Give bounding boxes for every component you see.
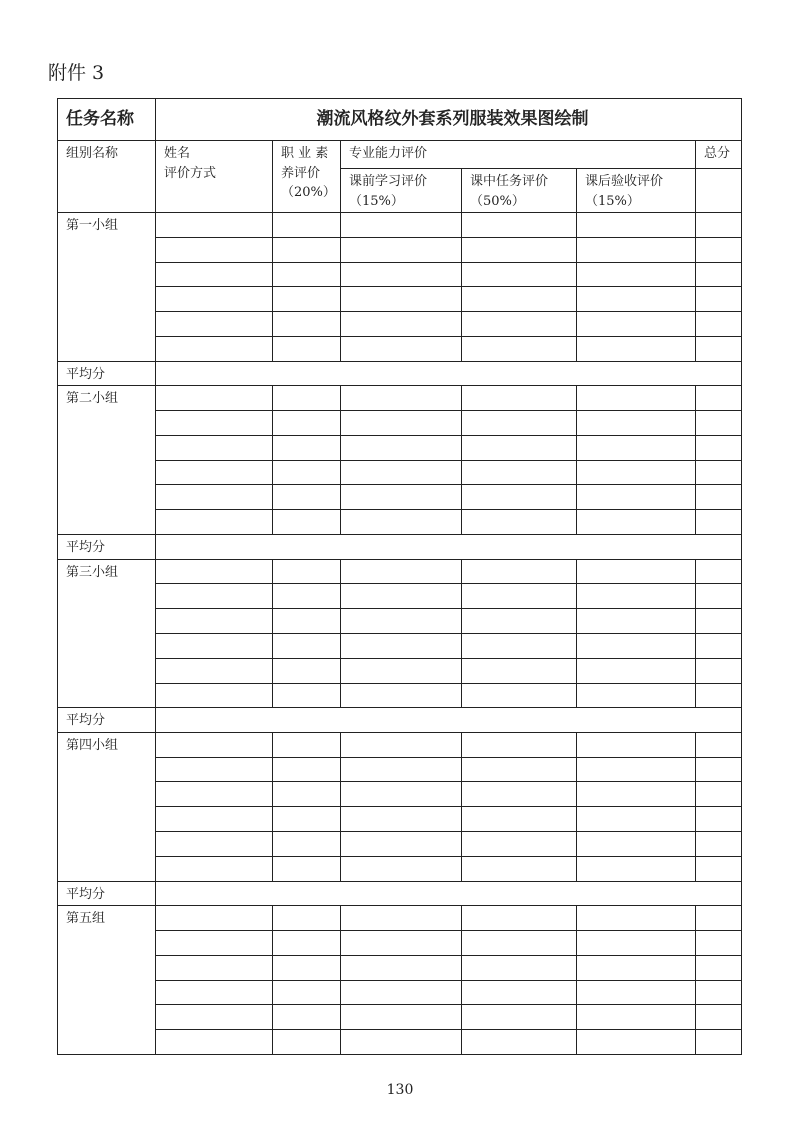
total-score-cell[interactable]	[696, 312, 742, 337]
student-name-cell[interactable]	[156, 1005, 273, 1030]
professional-score-cell[interactable]	[273, 1005, 341, 1030]
attachment-label: 附件 3	[48, 62, 105, 84]
post-class-score-cell[interactable]	[577, 411, 696, 436]
in-class-score-cell[interactable]	[462, 287, 577, 312]
student-name-cell[interactable]	[156, 633, 273, 658]
in-class-score-cell[interactable]	[462, 336, 577, 361]
post-class-score-cell[interactable]	[577, 237, 696, 262]
post-class-score-cell[interactable]	[577, 435, 696, 460]
name-header-line1: 姓名	[164, 146, 191, 161]
student-name-cell[interactable]	[156, 584, 273, 609]
student-name-cell[interactable]	[156, 386, 273, 411]
group-name-header: 组别名称	[58, 141, 156, 213]
table-row	[58, 336, 742, 361]
post-class-header	[577, 169, 696, 213]
post-class-score-cell[interactable]	[577, 658, 696, 683]
average-label: 平均分	[58, 708, 156, 733]
professional-header	[273, 141, 341, 213]
post-class-score-cell[interactable]	[577, 980, 696, 1005]
student-name-cell[interactable]	[156, 336, 273, 361]
pre-class-score-cell[interactable]	[341, 1005, 462, 1030]
in-class-score-cell[interactable]	[462, 732, 577, 757]
post-class-score-cell[interactable]	[577, 683, 696, 708]
professional-score-cell[interactable]	[273, 955, 341, 980]
professional-score-cell[interactable]	[273, 213, 341, 238]
group-name-cell: 第二小组	[58, 386, 156, 535]
post-class-score-cell[interactable]	[577, 732, 696, 757]
professional-score-cell[interactable]	[273, 559, 341, 584]
professional-score-cell[interactable]	[273, 658, 341, 683]
total-score-cell[interactable]	[696, 262, 742, 287]
name-header	[156, 141, 273, 213]
professional-score-cell[interactable]	[273, 807, 341, 832]
in-class-score-cell[interactable]	[462, 262, 577, 287]
post-class-score-cell[interactable]	[577, 460, 696, 485]
post-class-score-cell[interactable]	[577, 559, 696, 584]
table-row	[58, 609, 742, 634]
total-score-cell[interactable]	[696, 832, 742, 857]
pre-class-score-cell[interactable]	[341, 262, 462, 287]
table-row	[58, 213, 742, 238]
task-row	[58, 99, 742, 141]
in-class-score-cell[interactable]	[462, 584, 577, 609]
post-class-label: 课后验收评价	[585, 174, 664, 189]
in-class-pct: （50%）	[470, 193, 525, 209]
total-score-cell[interactable]	[696, 559, 742, 584]
table-row	[58, 807, 742, 832]
table-row	[58, 683, 742, 708]
student-name-cell[interactable]	[156, 485, 273, 510]
table-row	[58, 1030, 742, 1055]
table-row	[58, 287, 742, 312]
pre-class-score-cell[interactable]	[341, 435, 462, 460]
professional-header-line2: 养评价	[281, 165, 321, 181]
professional-score-cell[interactable]	[273, 262, 341, 287]
page-number: 130	[386, 1082, 414, 1098]
student-name-cell[interactable]	[156, 312, 273, 337]
post-class-score-cell[interactable]	[577, 312, 696, 337]
pre-class-score-cell[interactable]	[341, 485, 462, 510]
average-value-cell[interactable]	[156, 535, 742, 560]
professional-header-line1: 职 业 素	[281, 146, 329, 161]
student-name-cell[interactable]	[156, 460, 273, 485]
professional-score-cell[interactable]	[273, 832, 341, 857]
pre-class-score-cell[interactable]	[341, 287, 462, 312]
in-class-score-cell[interactable]	[462, 1005, 577, 1030]
pre-class-score-cell[interactable]	[341, 609, 462, 634]
average-value-cell[interactable]	[156, 881, 742, 906]
group-name-cell: 第四小组	[58, 732, 156, 881]
in-class-label: 课中任务评价	[470, 174, 549, 189]
student-name-cell[interactable]	[156, 435, 273, 460]
average-label: 平均分	[58, 361, 156, 386]
in-class-score-cell[interactable]	[462, 633, 577, 658]
total-score-cell[interactable]	[696, 633, 742, 658]
total-score-cell[interactable]	[696, 807, 742, 832]
professional-score-cell[interactable]	[273, 435, 341, 460]
in-class-score-cell[interactable]	[462, 757, 577, 782]
post-class-score-cell[interactable]	[577, 485, 696, 510]
post-class-score-cell[interactable]	[577, 287, 696, 312]
table-row	[58, 435, 742, 460]
professional-score-cell[interactable]	[273, 336, 341, 361]
in-class-score-cell[interactable]	[462, 856, 577, 881]
pre-class-score-cell[interactable]	[341, 510, 462, 535]
table-row	[58, 386, 742, 411]
in-class-score-cell[interactable]	[462, 485, 577, 510]
total-score-cell[interactable]	[696, 386, 742, 411]
total-score-cell[interactable]	[696, 955, 742, 980]
in-class-score-cell[interactable]	[462, 237, 577, 262]
table-row	[58, 510, 742, 535]
student-name-cell[interactable]	[156, 609, 273, 634]
post-class-score-cell[interactable]	[577, 262, 696, 287]
table-row	[58, 930, 742, 955]
table-row	[58, 732, 742, 757]
table-row	[58, 584, 742, 609]
table-row	[58, 262, 742, 287]
header-row-1	[58, 141, 742, 169]
in-class-score-cell[interactable]	[462, 782, 577, 807]
table-row	[58, 658, 742, 683]
professional-score-cell[interactable]	[273, 287, 341, 312]
professional-score-cell[interactable]	[273, 856, 341, 881]
in-class-score-cell[interactable]	[462, 832, 577, 857]
in-class-score-cell[interactable]	[462, 312, 577, 337]
professional-score-cell[interactable]	[273, 609, 341, 634]
ability-header: 专业能力评价	[341, 141, 696, 169]
total-score-cell[interactable]	[696, 906, 742, 931]
in-class-score-cell[interactable]	[462, 510, 577, 535]
total-score-cell[interactable]	[696, 782, 742, 807]
in-class-score-cell[interactable]	[462, 1030, 577, 1055]
student-name-cell[interactable]	[156, 658, 273, 683]
in-class-score-cell[interactable]	[462, 906, 577, 931]
total-score-cell[interactable]	[696, 757, 742, 782]
group-name-cell: 第五组	[58, 906, 156, 1055]
student-name-cell[interactable]	[156, 683, 273, 708]
evaluation-table	[57, 98, 742, 1055]
total-score-cell[interactable]	[696, 732, 742, 757]
post-class-score-cell[interactable]	[577, 609, 696, 634]
table-row	[58, 633, 742, 658]
student-name-cell[interactable]	[156, 856, 273, 881]
professional-score-cell[interactable]	[273, 237, 341, 262]
student-name-cell[interactable]	[156, 906, 273, 931]
in-class-score-cell[interactable]	[462, 807, 577, 832]
task-title: 潮流风格纹外套系列服装效果图绘制	[156, 99, 742, 141]
pre-class-score-cell[interactable]	[341, 237, 462, 262]
table-row	[58, 856, 742, 881]
student-name-cell[interactable]	[156, 832, 273, 857]
professional-score-cell[interactable]	[273, 411, 341, 436]
total-score-cell[interactable]	[696, 485, 742, 510]
student-name-cell[interactable]	[156, 213, 273, 238]
pre-class-score-cell[interactable]	[341, 980, 462, 1005]
pre-class-score-cell[interactable]	[341, 336, 462, 361]
pre-class-score-cell[interactable]	[341, 832, 462, 857]
professional-score-cell[interactable]	[273, 906, 341, 931]
student-name-cell[interactable]	[156, 237, 273, 262]
post-class-score-cell[interactable]	[577, 807, 696, 832]
professional-header-pct: （20%）	[281, 185, 336, 200]
table-row	[58, 460, 742, 485]
pre-class-score-cell[interactable]	[341, 633, 462, 658]
student-name-cell[interactable]	[156, 287, 273, 312]
average-row	[58, 535, 742, 560]
student-name-cell[interactable]	[156, 807, 273, 832]
pre-class-score-cell[interactable]	[341, 584, 462, 609]
total-score-cell[interactable]	[696, 435, 742, 460]
post-class-score-cell[interactable]	[577, 856, 696, 881]
total-score-cell[interactable]	[696, 460, 742, 485]
in-class-score-cell[interactable]	[462, 213, 577, 238]
post-class-score-cell[interactable]	[577, 386, 696, 411]
average-label: 平均分	[58, 535, 156, 560]
professional-score-cell[interactable]	[273, 633, 341, 658]
professional-score-cell[interactable]	[273, 510, 341, 535]
student-name-cell[interactable]	[156, 955, 273, 980]
professional-score-cell[interactable]	[273, 930, 341, 955]
average-value-cell[interactable]	[156, 361, 742, 386]
professional-score-cell[interactable]	[273, 683, 341, 708]
table-row	[58, 237, 742, 262]
total-score-cell[interactable]	[696, 510, 742, 535]
in-class-score-cell[interactable]	[462, 930, 577, 955]
professional-score-cell[interactable]	[273, 584, 341, 609]
table-row	[58, 559, 742, 584]
pre-class-score-cell[interactable]	[341, 906, 462, 931]
professional-score-cell[interactable]	[273, 757, 341, 782]
name-header-line2: 评价方式	[164, 165, 217, 181]
pre-class-label: 课前学习评价	[349, 174, 428, 189]
table-row	[58, 906, 742, 931]
pre-class-score-cell[interactable]	[341, 757, 462, 782]
total-score-cell[interactable]	[696, 856, 742, 881]
total-score-cell[interactable]	[696, 411, 742, 436]
post-class-score-cell[interactable]	[577, 1005, 696, 1030]
post-class-score-cell[interactable]	[577, 832, 696, 857]
pre-class-score-cell[interactable]	[341, 658, 462, 683]
pre-class-score-cell[interactable]	[341, 1030, 462, 1055]
post-class-score-cell[interactable]	[577, 213, 696, 238]
total-score-cell[interactable]	[696, 609, 742, 634]
pre-class-score-cell[interactable]	[341, 930, 462, 955]
average-row	[58, 361, 742, 386]
in-class-score-cell[interactable]	[462, 435, 577, 460]
total-score-cell[interactable]	[696, 213, 742, 238]
total-score-cell[interactable]	[696, 1030, 742, 1055]
group-name-cell: 第三小组	[58, 559, 156, 708]
pre-class-score-cell[interactable]	[341, 213, 462, 238]
total-header-blank	[696, 169, 742, 213]
student-name-cell[interactable]	[156, 980, 273, 1005]
post-class-score-cell[interactable]	[577, 1030, 696, 1055]
professional-score-cell[interactable]	[273, 980, 341, 1005]
total-score-cell[interactable]	[696, 237, 742, 262]
student-name-cell[interactable]	[156, 559, 273, 584]
total-score-cell[interactable]	[696, 1005, 742, 1030]
professional-score-cell[interactable]	[273, 732, 341, 757]
table-row	[58, 832, 742, 857]
in-class-score-cell[interactable]	[462, 559, 577, 584]
post-class-score-cell[interactable]	[577, 510, 696, 535]
professional-score-cell[interactable]	[273, 460, 341, 485]
student-name-cell[interactable]	[156, 782, 273, 807]
group-name-cell: 第一小组	[58, 213, 156, 362]
average-value-cell[interactable]	[156, 708, 742, 733]
post-class-score-cell[interactable]	[577, 757, 696, 782]
post-class-score-cell[interactable]	[577, 955, 696, 980]
pre-class-score-cell[interactable]	[341, 955, 462, 980]
post-class-score-cell[interactable]	[577, 906, 696, 931]
post-class-score-cell[interactable]	[577, 633, 696, 658]
total-score-cell[interactable]	[696, 584, 742, 609]
table-row	[58, 757, 742, 782]
student-name-cell[interactable]	[156, 757, 273, 782]
post-class-score-cell[interactable]	[577, 584, 696, 609]
pre-class-score-cell[interactable]	[341, 460, 462, 485]
student-name-cell[interactable]	[156, 930, 273, 955]
pre-class-score-cell[interactable]	[341, 782, 462, 807]
in-class-score-cell[interactable]	[462, 386, 577, 411]
in-class-score-cell[interactable]	[462, 460, 577, 485]
total-score-cell[interactable]	[696, 930, 742, 955]
table-row	[58, 980, 742, 1005]
professional-score-cell[interactable]	[273, 1030, 341, 1055]
in-class-score-cell[interactable]	[462, 980, 577, 1005]
post-class-score-cell[interactable]	[577, 782, 696, 807]
task-label: 任务名称	[58, 99, 156, 141]
table-row	[58, 1005, 742, 1030]
pre-class-score-cell[interactable]	[341, 856, 462, 881]
pre-class-score-cell[interactable]	[341, 732, 462, 757]
post-class-score-cell[interactable]	[577, 930, 696, 955]
professional-score-cell[interactable]	[273, 485, 341, 510]
student-name-cell[interactable]	[156, 510, 273, 535]
in-class-score-cell[interactable]	[462, 955, 577, 980]
pre-class-score-cell[interactable]	[341, 386, 462, 411]
average-row	[58, 708, 742, 733]
table-row	[58, 782, 742, 807]
total-score-cell[interactable]	[696, 683, 742, 708]
pre-class-score-cell[interactable]	[341, 807, 462, 832]
professional-score-cell[interactable]	[273, 782, 341, 807]
table-row	[58, 955, 742, 980]
post-class-score-cell[interactable]	[577, 336, 696, 361]
total-score-cell[interactable]	[696, 980, 742, 1005]
pre-class-score-cell[interactable]	[341, 411, 462, 436]
student-name-cell[interactable]	[156, 411, 273, 436]
in-class-score-cell[interactable]	[462, 683, 577, 708]
student-name-cell[interactable]	[156, 732, 273, 757]
average-label: 平均分	[58, 881, 156, 906]
pre-class-score-cell[interactable]	[341, 559, 462, 584]
pre-class-pct: （15%）	[349, 193, 404, 209]
professional-score-cell[interactable]	[273, 312, 341, 337]
student-name-cell[interactable]	[156, 1030, 273, 1055]
student-name-cell[interactable]	[156, 262, 273, 287]
table-row	[58, 485, 742, 510]
professional-score-cell[interactable]	[273, 386, 341, 411]
in-class-score-cell[interactable]	[462, 411, 577, 436]
pre-class-score-cell[interactable]	[341, 683, 462, 708]
pre-class-score-cell[interactable]	[341, 312, 462, 337]
total-score-cell[interactable]	[696, 658, 742, 683]
table-row	[58, 411, 742, 436]
in-class-header	[462, 169, 577, 213]
in-class-score-cell[interactable]	[462, 658, 577, 683]
table-row	[58, 312, 742, 337]
in-class-score-cell[interactable]	[462, 609, 577, 634]
average-row	[58, 881, 742, 906]
total-score-cell[interactable]	[696, 287, 742, 312]
total-header: 总分	[696, 141, 742, 169]
pre-class-header	[341, 169, 462, 213]
post-class-pct: （15%）	[585, 193, 640, 209]
total-score-cell[interactable]	[696, 336, 742, 361]
